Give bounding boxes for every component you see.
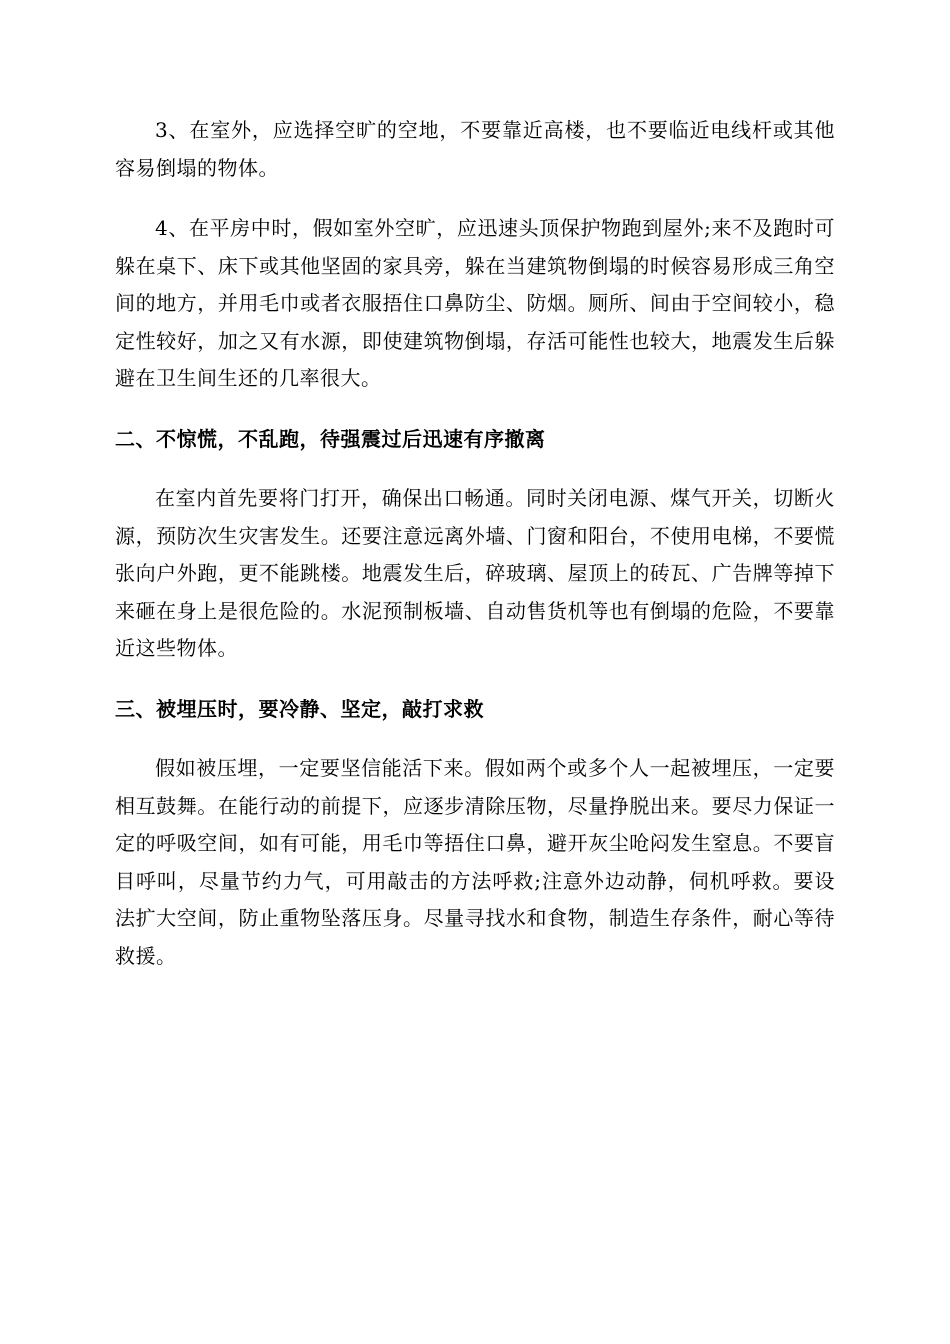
paragraph-trapped: 假如被压埋，一定要坚信能活下来。假如两个或多个人一起被埋压，一定要相互鼓舞。在能行动的前提下，应逐步清除压物，尽量挣脱出来。要尽力保证一定的呼吸空间，如有可能，用毛巾等捂住口鼻，避开灰尘呛闷发生窒息。不要盲目呼叫，尽量节约力气，可用敲击的方法呼救;注意外边动静，伺机呼救。要设法扩大空间，防止重物坠落压身。尽量寻找水和食物，制造生存条件，耐心等待救援。 [115,756,835,968]
paragraph-outdoor-advice: 3、在室外，应选择空旷的空地，不要靠近高楼，也不要临近电线杆或其他容易倒塌的物体。 [115,118,835,180]
document-page [115,112,835,998]
section-heading-trapped: 三、被埋压时，要冷静、坚定，敲打求救 [115,696,484,721]
paragraph-evacuate: 在室内首先要将门打开，确保出口畅通。同时关闭电源、煤气开关，切断火源，预防次生灾害发生。还要注意远离外墙、门窗和阳台，不使用电梯，不要慌张向户外跑，更不能跳楼。地震发生后，碎玻璃、屋顶上的砖瓦、广告牌等掉下来砸在身上是很危险的。水泥预制板墙、自动售货机等也有倒塌的危险，不要靠近这些物体。 [115,486,835,660]
section-heading-evacuate: 二、不惊慌，不乱跑，待强震过后迅速有序撤离 [115,426,546,451]
paragraph-bungalow-advice: 4、在平房中时，假如室外空旷，应迅速头顶保护物跑到屋外;来不及跑时可躲在桌下、床下或其他坚固的家具旁，躲在当建筑物倒塌的时候容易形成三角空间的地方，并用毛巾或者衣服捂住口鼻防尘、防烟。厕所、间由于空间较小，稳定性较好，加之又有水源，即使建筑物倒塌，存活可能性也较大，地震发生后躲避在卫生间生还的几率很大。 [115,216,835,390]
